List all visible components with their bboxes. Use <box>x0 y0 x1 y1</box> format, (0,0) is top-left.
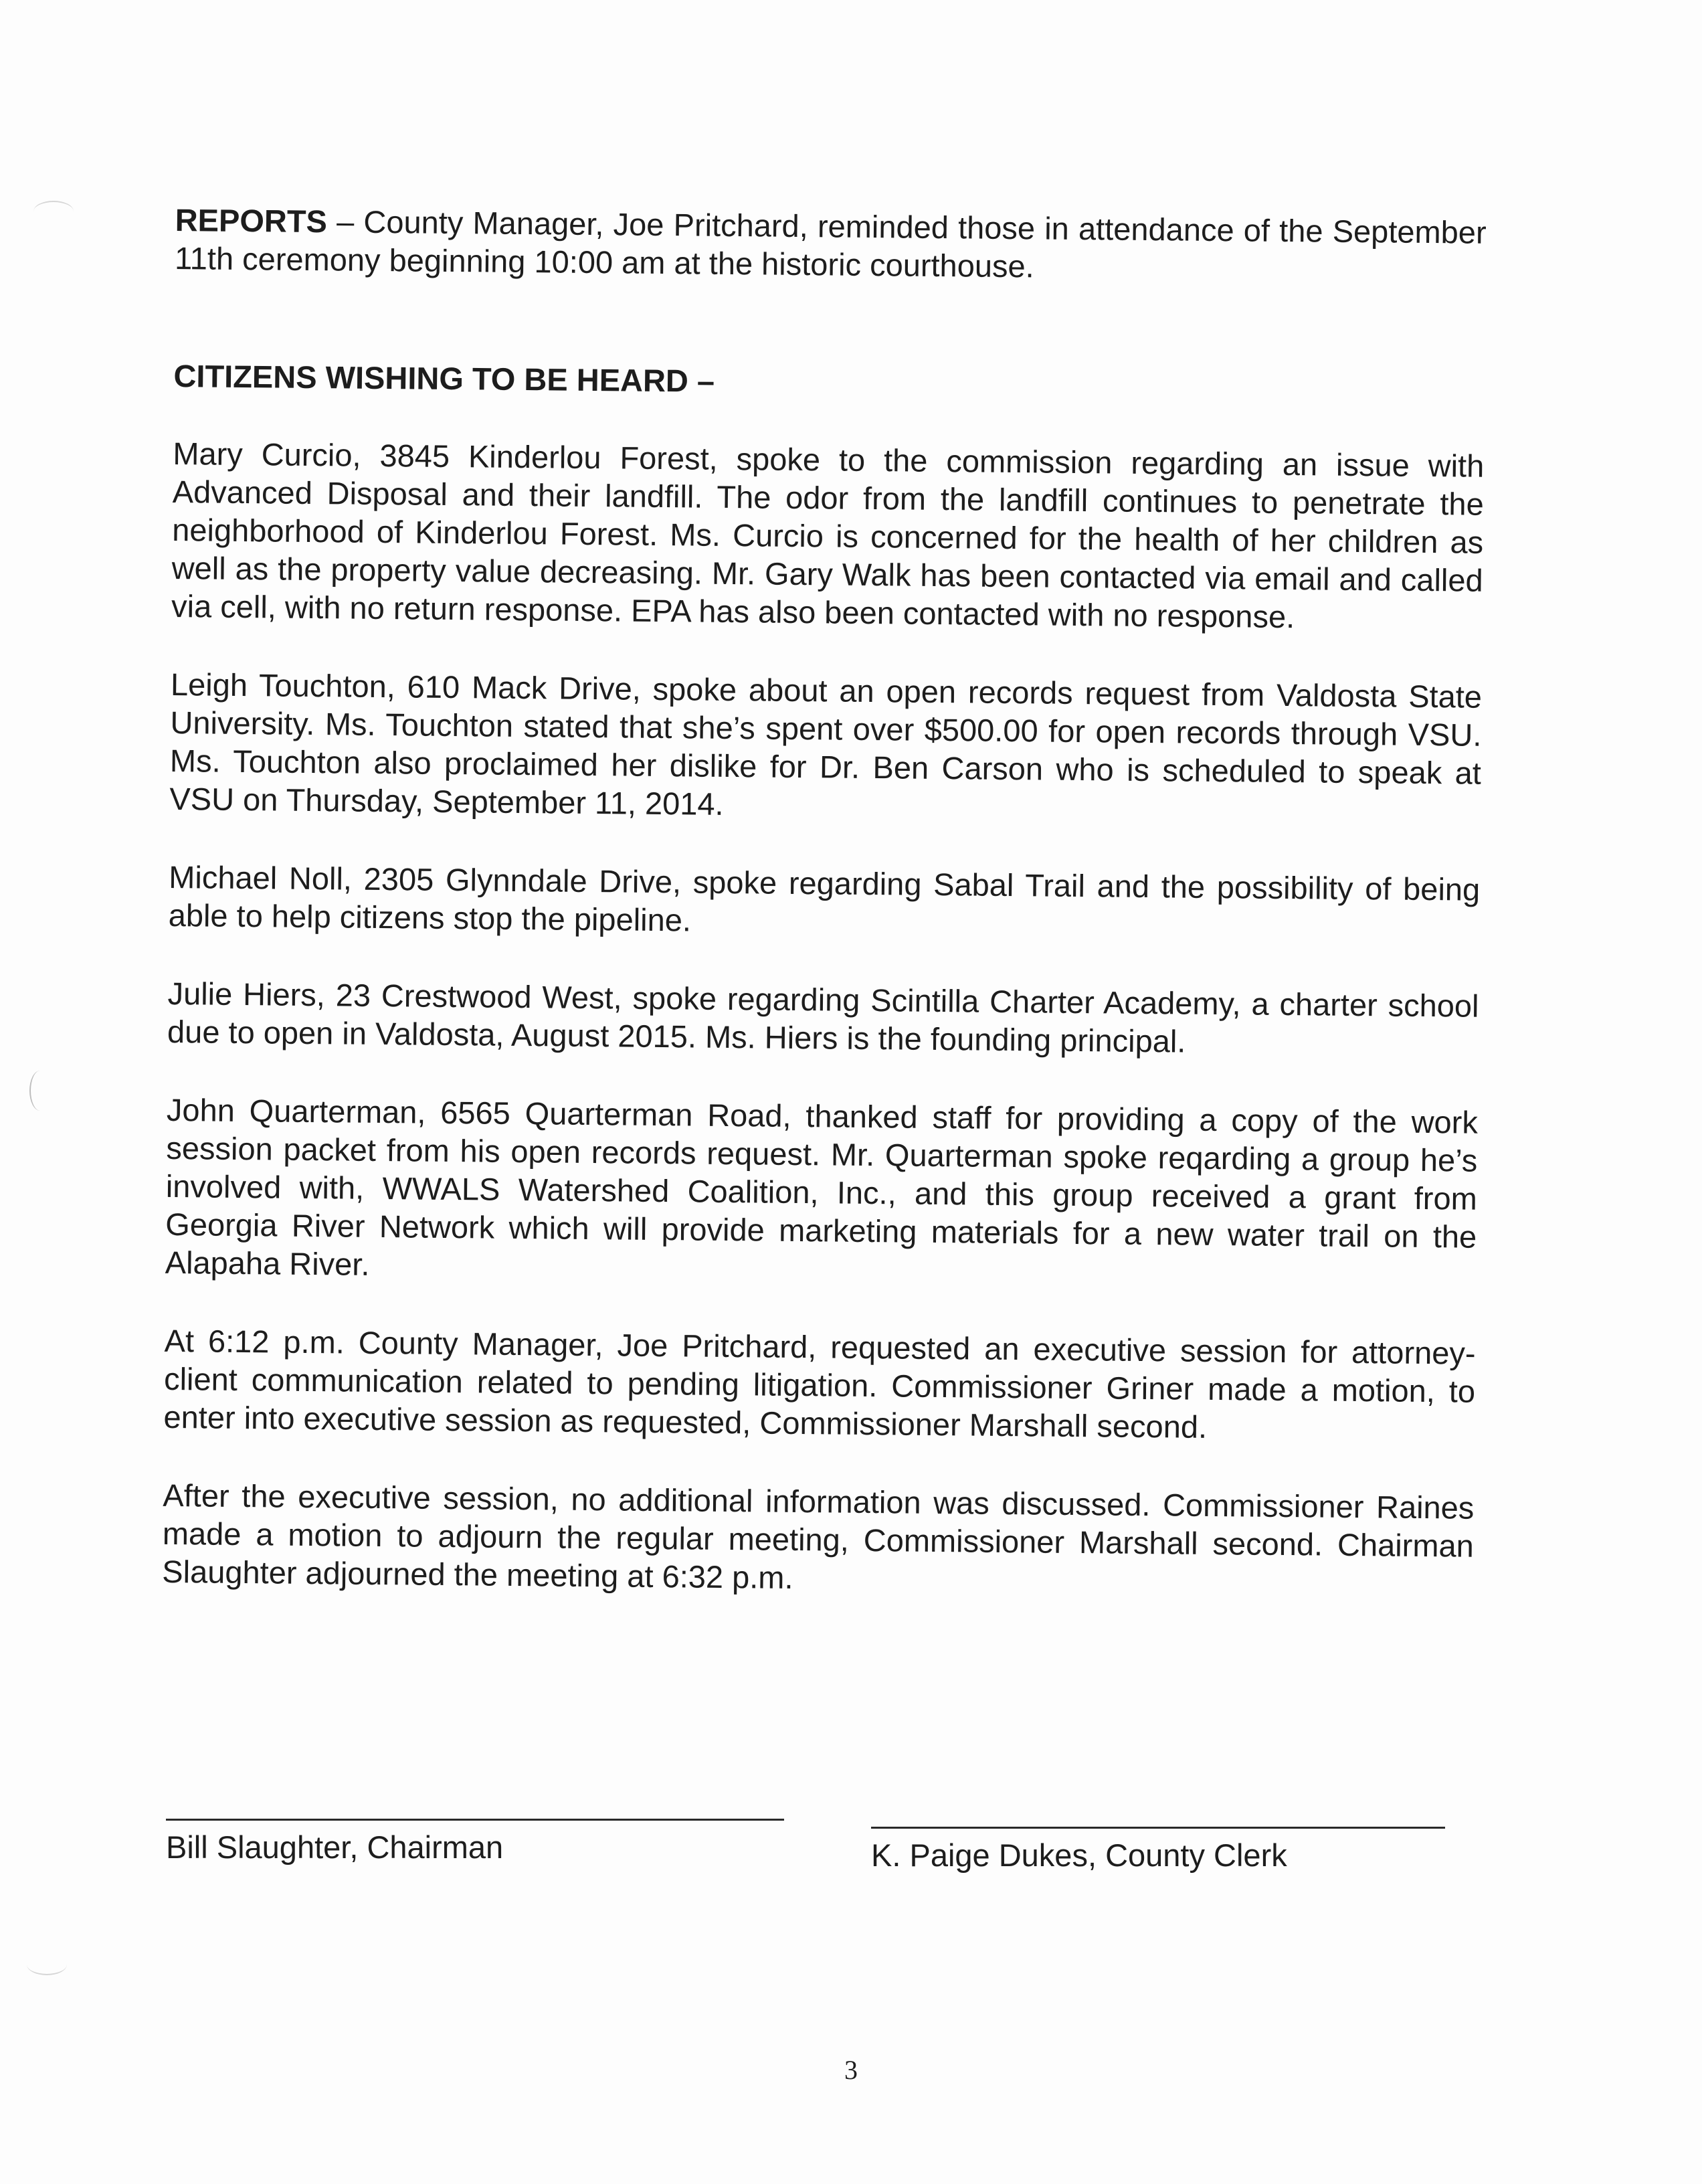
clerk-name: K. Paige Dukes, County Clerk <box>871 1837 1287 1873</box>
citizens-heading: CITIZENS WISHING TO BE HEARD – <box>173 357 715 399</box>
adjournment-paragraph: After the executive session, no additional information was discussed. Commissioner Raines made a motion to adjourn the regular meeting, Commissioner Marshall second. Chairman Slaughter adjourned the meeting at 6:32 p.m. <box>162 1477 1475 1595</box>
scan-artifact <box>27 1954 67 1975</box>
reports-label: REPORTS <box>175 201 328 240</box>
executive-session-paragraph: At 6:12 p.m. County Manager, Joe Pritchard, requested an executive session for attorney-client communication related to pending litigation. Commissioner Griner made a motion, to enter into executive session as requested, Commissioner Marshall second. <box>163 1322 1476 1445</box>
citizen-comment-quarterman: John Quarterman, 6565 Quarterman Road, thanked staff for providing a copy of the work session packet from his open records request. Mr. Quarterman spoke reqarding a group he’s involved with, WWALS Watershed Coalition, Inc., and this group received a grant from Georgia River Network which will provide marketing materials for a new water trail on the Alapaha River. <box>165 1091 1479 1282</box>
reports-paragraph <box>175 201 1487 290</box>
scan-artifact <box>29 1071 51 1111</box>
chairman-name: Bill Slaughter, Chairman <box>166 1829 504 1865</box>
page-number: 3 <box>844 2055 858 2085</box>
chairman-signature-block <box>166 1819 784 1865</box>
citizen-comment-hiers: Julie Hiers, 23 Crestwood West, spoke regarding Scintilla Charter Academy, a charter school due to open in Valdosta, August 2015. Ms. Hiers is the founding principal. <box>167 975 1479 1059</box>
citizen-comment-touchton: Leigh Touchton, 610 Mack Drive, spoke about an open records request from Valdosta State University. Ms. Touchton stated that she’s spent over $500.00 for open records through VSU. Ms. Touchton also proclaimed her dislike for Dr. Ben Carson who is scheduled to speak at VSU on Thursday, September 11, 2014. <box>169 666 1483 822</box>
citizen-comment-curcio: Mary Curcio, 3845 Kinderlou Forest, spoke to the commission regarding an issue with Advanced Disposal and their landfill. The odor from the landfill continues to penetrate the neighborhood of Kinderlou Forest. Ms. Curcio is concerned for the health of her children as well as the property value decreasing. Mr. Gary Walk has been contacted via email and called via cell, with no return response. EPA has also been contacted with no response. <box>171 435 1485 635</box>
minutes-body <box>162 201 1487 1603</box>
reports-text: – County Manager, Joe Pritchard, reminded those in attendance of the September 11th ceremony beginning 10:00 am at the historic courthouse. <box>174 203 1487 284</box>
citizen-comment-noll: Michael Noll, 2305 Glynndale Drive, spoke regarding Sabal Trail and the possibility of being able to help citizens stop the pipeline. <box>168 858 1481 938</box>
clerk-signature-block <box>871 1827 1445 1874</box>
signature-line <box>871 1827 1445 1829</box>
signature-line <box>166 1819 784 1821</box>
scan-artifact <box>33 201 74 222</box>
